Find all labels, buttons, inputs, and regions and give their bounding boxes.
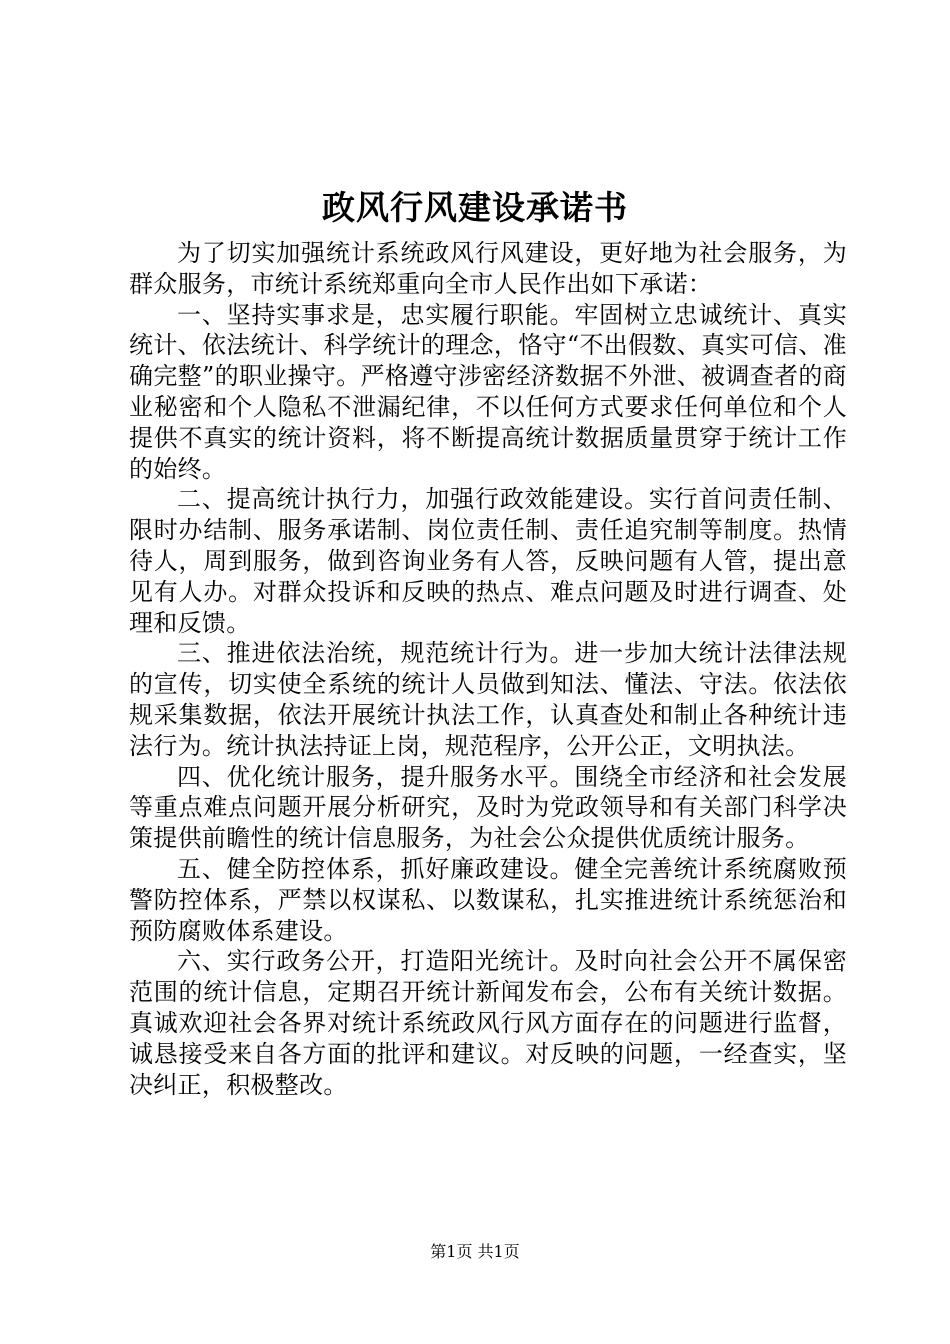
- paragraph-item-6: 六、实行政务公开，打造阳光统计。及时向社会公开不属保密范围的统计信息，定期召开统计新闻发布会，公布有关统计数据。真诚欢迎社会各界对统计系统政风行风方面存在的问题进行监督，诚恳接受来自各方面的批评和建议。对反映的问题，一经查实，坚决纠正，积极整改。: [129, 947, 847, 1099]
- document-body: [129, 238, 847, 1100]
- paragraph-item-1: 一、坚持实事求是，忠实履行职能。牢固树立忠诚统计、真实统计、依法统计、科学统计的理念，恪守“不出假数、真实可信、准确完整”的职业操守。严格遵守涉密经济数据不外泄、被调查者的商业秘密和个人隐私不泄漏纪律，不以任何方式要求任何单位和个人提供不真实的统计资料，将不断提高统计数据质量贯穿于统计工作的始终。: [129, 300, 847, 483]
- paragraph-item-5: 五、健全防控体系，抓好廉政建设。健全完善统计系统腐败预警防控体系，严禁以权谋私、以数谋私，扎实推进统计系统惩治和预防腐败体系建设。: [129, 854, 847, 945]
- document-title: 政风行风建设承诺书: [322, 188, 628, 227]
- paragraph-item-4: 四、优化统计服务，提升服务水平。围绕全市经济和社会发展等重点难点问题开展分析研究，及时为党政领导和有关部门科学决策提供前瞻性的统计信息服务，为社会公众提供优质统计服务。: [129, 762, 847, 853]
- paragraph-item-2: 二、提高统计执行力，加强行政效能建设。实行首问责任制、限时办结制、服务承诺制、岗位责任制、责任追究制等制度。热情待人，周到服务，做到咨询业务有人答，反映问题有人管，提出意见有人办。对群众投诉和反映的热点、难点问题及时进行调查、处理和反馈。: [129, 485, 847, 637]
- paragraph-intro: 为了切实加强统计系统政风行风建设，更好地为社会服务，为群众服务，市统计系统郑重向全市人民作出如下承诺：: [129, 239, 847, 298]
- paragraph-item-3: 三、推进依法治统，规范统计行为。进一步加大统计法律法规的宣传，切实使全系统的统计人员做到知法、懂法、守法。依法依规采集数据，依法开展统计执法工作，认真查处和制止各种统计违法行为。统计执法持证上岗，规范程序，公开公正，文明执法。: [129, 639, 847, 760]
- page-footer: 第1页 共1页: [430, 1242, 520, 1261]
